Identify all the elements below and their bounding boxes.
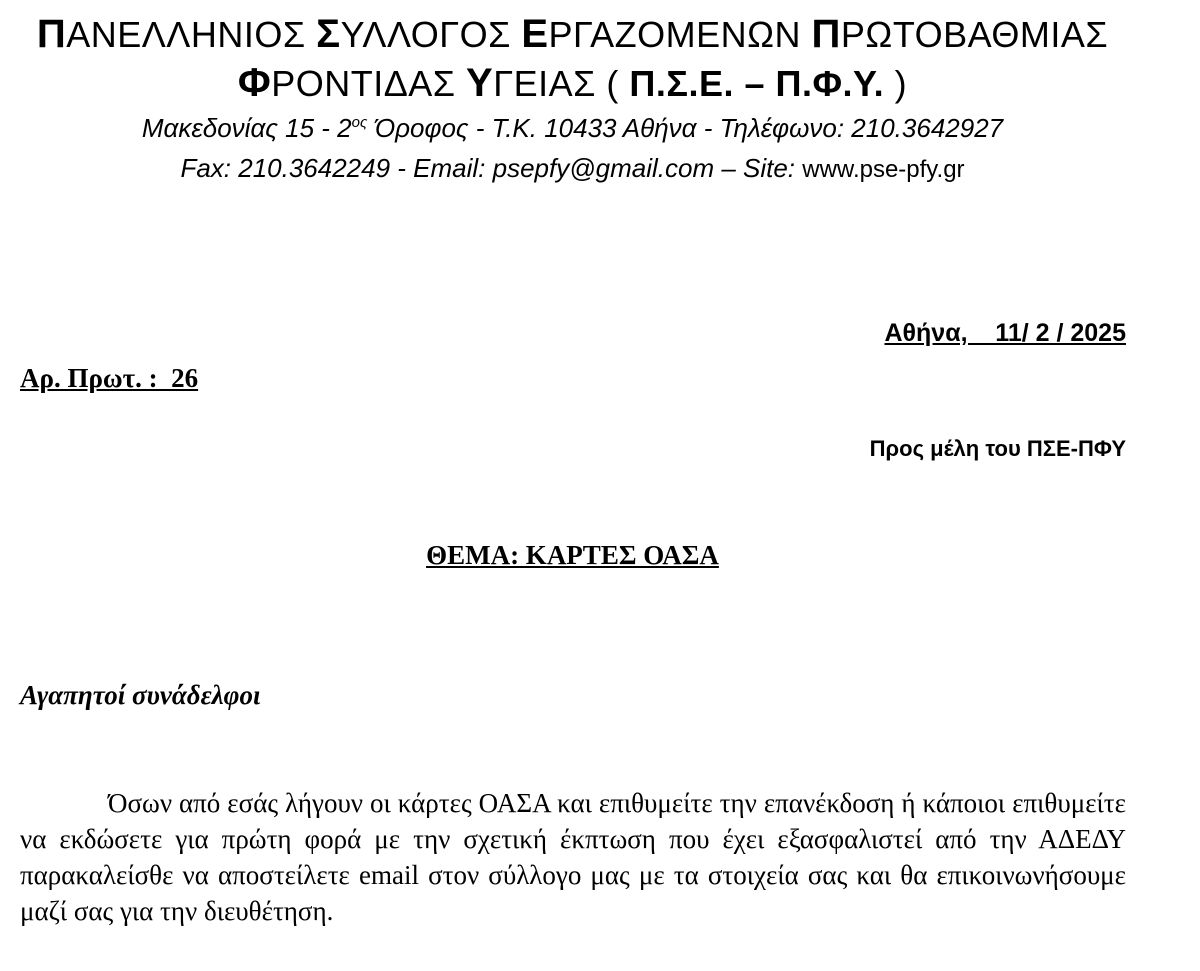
letter-date: Αθήνα, 11/ 2 / 2025: [884, 319, 1126, 347]
greeting: Αγαπητοί συνάδελφοι: [20, 680, 261, 710]
address-start: Μακεδονίας 15 - 2: [141, 113, 352, 143]
recipient-line: Προς μέλη του ΠΣΕ-ΠΦΥ: [869, 436, 1126, 461]
floor-superscript: ος: [351, 114, 368, 131]
org-word: ΥΓΕΙΑΣ: [466, 61, 596, 105]
contact-details: Fax: 210.3642249 - Email: psepfy@gmail.com – Site:: [180, 153, 803, 183]
organization-name-line-1: [0, 10, 1145, 59]
paren-open: (: [595, 63, 630, 104]
protocol-number: Αρ. Πρωτ. : 26: [20, 363, 199, 393]
org-word: ΠΡΩΤΟΒΑΘΜΙΑΣ: [811, 12, 1109, 56]
subject-line: ΘΕΜΑ: ΚΑΡΤΕΣ ΟΑΣΑ: [426, 540, 719, 570]
organization-name-line-2: [0, 59, 1145, 108]
address-end: Όροφος - Τ.Κ. 10433 Αθήνα - Τηλέφωνο: 210.3642927: [367, 113, 1004, 143]
contact-line: [0, 148, 1145, 190]
paren-close: ): [884, 63, 908, 104]
org-word: ΣΥΛΛΟΓΟΣ: [316, 12, 522, 56]
organization-abbreviation: Π.Σ.Ε. – Π.Φ.Υ.: [629, 63, 885, 104]
org-word: ΠΑΝΕΛΛΗΝΙΟΣ: [36, 12, 317, 56]
letterhead: [0, 10, 1145, 190]
body-paragraph: Όσων από εσάς λήγουν οι κάρτες ΟΑΣΑ και επιθυμείτε την επανέκδοση ή κάποιοι επιθυμείτε να εκδώσετε για πρώτη φορά με την σχετική έκπτωση που έχει εξασφαλιστεί από την ΑΔΕΔΥ παρακαλείσθε να αποστείλετε email στον σύλλογο μας με τα στοιχεία σας και θα επικοινωνήσουμε μαζί σας για την διευθέτηση.: [20, 788, 1126, 926]
website-link[interactable]: www.pse-pfy.gr: [802, 156, 965, 183]
org-word: ΦΡΟΝΤΙΔΑΣ: [237, 61, 467, 105]
org-word: ΕΡΓΑΖΟΜΕΝΩΝ: [521, 12, 812, 56]
address-line: [0, 108, 1145, 148]
